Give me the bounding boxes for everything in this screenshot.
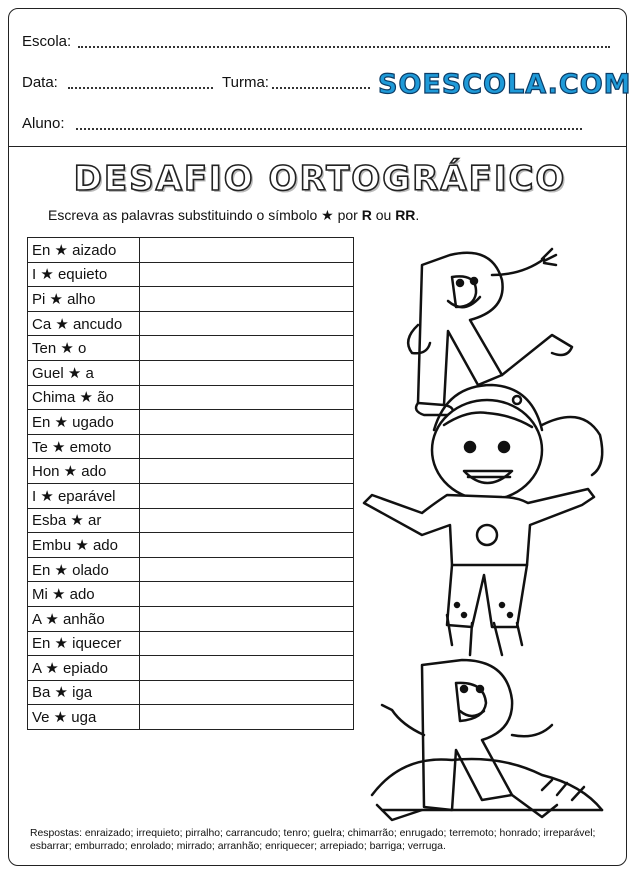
word-row xyxy=(28,483,354,508)
answer-cell[interactable] xyxy=(140,287,354,312)
word-row xyxy=(28,311,354,336)
word-row xyxy=(28,508,354,533)
student-field[interactable] xyxy=(76,128,582,130)
instruction-text xyxy=(48,207,419,224)
word-prompt: Ten ★ o xyxy=(28,336,140,361)
word-prompt: Ve ★ uga xyxy=(28,705,140,730)
word-row xyxy=(28,385,354,410)
answer-cell[interactable] xyxy=(140,582,354,607)
word-row xyxy=(28,606,354,631)
word-row xyxy=(28,459,354,484)
word-row xyxy=(28,434,354,459)
answer-cell[interactable] xyxy=(140,336,354,361)
answer-cell[interactable] xyxy=(140,705,354,730)
student-label: Aluno: xyxy=(22,115,65,132)
word-row xyxy=(28,336,354,361)
answer-cell[interactable] xyxy=(140,360,354,385)
answer-cell[interactable] xyxy=(140,238,354,263)
class-field[interactable] xyxy=(272,87,370,89)
word-prompt: Chima ★ ão xyxy=(28,385,140,410)
word-row xyxy=(28,533,354,558)
answer-cell[interactable] xyxy=(140,385,354,410)
answer-cell[interactable] xyxy=(140,459,354,484)
word-prompt: Te ★ emoto xyxy=(28,434,140,459)
word-prompt: En ★ ugado xyxy=(28,410,140,435)
answer-cell[interactable] xyxy=(140,606,354,631)
header-divider xyxy=(8,146,627,147)
word-prompt: En ★ iquecer xyxy=(28,631,140,656)
answer-cell[interactable] xyxy=(140,508,354,533)
answer-cell[interactable] xyxy=(140,631,354,656)
letter-r-characters-illustration xyxy=(352,235,622,825)
answer-cell[interactable] xyxy=(140,262,354,287)
word-row xyxy=(28,410,354,435)
word-prompt: En ★ olado xyxy=(28,557,140,582)
instruction-middle: ou xyxy=(371,207,396,223)
word-row xyxy=(28,656,354,681)
word-row xyxy=(28,238,354,263)
answer-cell[interactable] xyxy=(140,483,354,508)
answer-cell[interactable] xyxy=(140,533,354,558)
word-row xyxy=(28,360,354,385)
word-prompt: Hon ★ ado xyxy=(28,459,140,484)
word-prompt: Ba ★ iga xyxy=(28,680,140,705)
word-prompt: I ★ equieto xyxy=(28,262,140,287)
word-prompt: En ★ aizado xyxy=(28,238,140,263)
answer-cell[interactable] xyxy=(140,410,354,435)
word-prompt: Mi ★ ado xyxy=(28,582,140,607)
word-prompt: Pi ★ alho xyxy=(28,287,140,312)
instruction-r: R xyxy=(361,207,372,223)
date-field[interactable] xyxy=(68,87,213,89)
page-title: DESAFIO ORTOGRÁFICO xyxy=(73,159,567,199)
answer-cell[interactable] xyxy=(140,656,354,681)
class-label: Turma: xyxy=(222,74,269,91)
answer-cell[interactable] xyxy=(140,557,354,582)
word-prompt: Ca ★ ancudo xyxy=(28,311,140,336)
answer-cell[interactable] xyxy=(140,680,354,705)
word-row xyxy=(28,262,354,287)
instruction-rr: RR xyxy=(395,207,416,223)
school-label: Escola: xyxy=(22,33,72,50)
soescola-logo: SOESCOLA.COM xyxy=(378,69,632,100)
word-row xyxy=(28,680,354,705)
word-prompt: A ★ anhão xyxy=(28,606,140,631)
word-row xyxy=(28,705,354,730)
word-row xyxy=(28,287,354,312)
word-prompt: A ★ epiado xyxy=(28,656,140,681)
word-prompt: Esba ★ ar xyxy=(28,508,140,533)
answer-key: Respostas: enraizado; irrequieto; pirralho; carrancudo; tenro; guelra; chimarrão; enrugado; terremoto; honrado; irreparável; esbarrar; emburrado; enrolado; mirrado; arranhão; enriquecer; arrepiado; barriga; verruga. xyxy=(30,828,596,852)
word-table xyxy=(27,237,354,730)
word-prompt: Guel ★ a xyxy=(28,360,140,385)
answer-cell[interactable] xyxy=(140,311,354,336)
word-row xyxy=(28,631,354,656)
word-prompt: Embu ★ ado xyxy=(28,533,140,558)
date-label: Data: xyxy=(22,74,58,91)
word-row xyxy=(28,582,354,607)
instruction-end: . xyxy=(415,207,420,223)
school-field[interactable] xyxy=(78,46,610,48)
word-row xyxy=(28,557,354,582)
answer-cell[interactable] xyxy=(140,434,354,459)
instruction-main: Escreva as palavras substituindo o símbolo ★ por xyxy=(48,207,362,223)
word-prompt: I ★ eparável xyxy=(28,483,140,508)
